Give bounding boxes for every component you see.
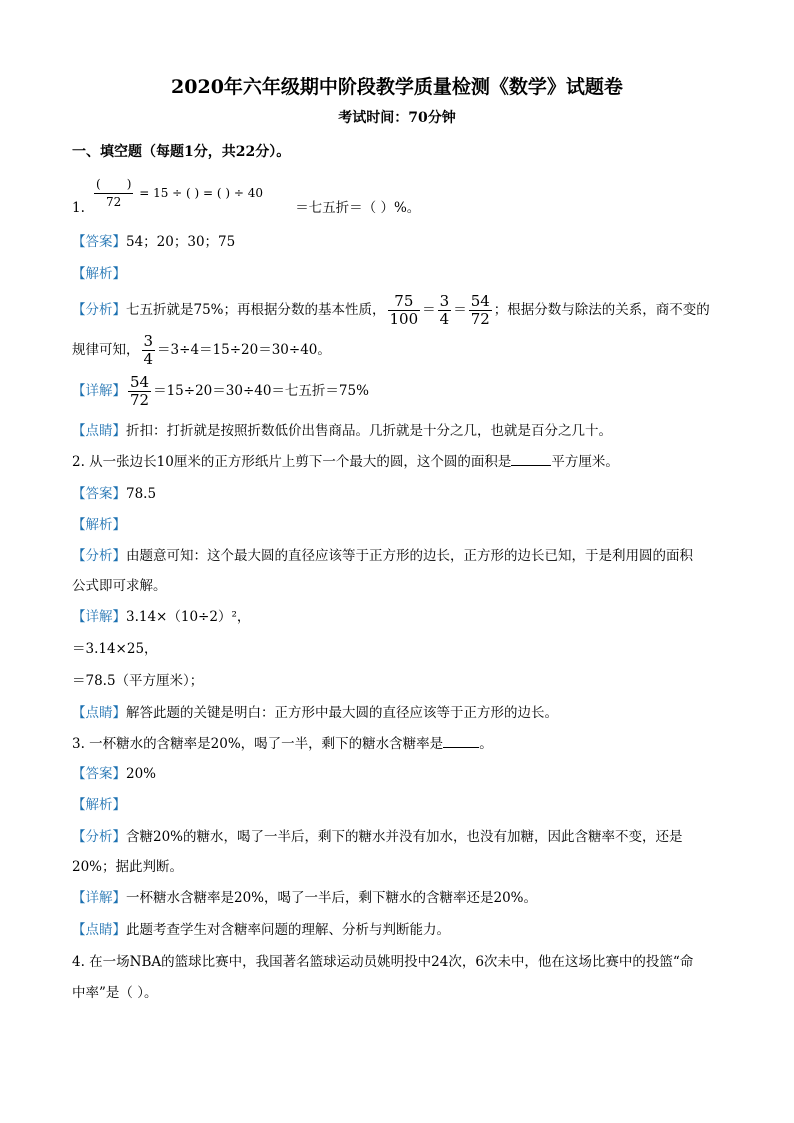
q2-comment: 【点睛】解答此题的关键是明白：正方形中最大圆的直径应该等于正方形的边长。 <box>72 705 558 721</box>
q3-fenxi-line1: 【分析】含糖20%的糖水，喝了一半后，剩下的糖水并没有加水，也没有加糖，因此含糖率不变，还是 <box>72 829 683 845</box>
q2-answer-blank <box>511 465 551 466</box>
q1-equation-part: = 15 ÷ ( ) = ( ) ÷ 40 <box>139 186 264 200</box>
q4-question-line1: 4. 在一场NBA的篮球比赛中，我国著名篮球运动员姚明投中24次，6次未中，他在这场比赛中的投篮“命 <box>72 954 694 970</box>
q2-analysis-label: 【解析】 <box>72 517 126 533</box>
q4-question-line2: 中率”是（ ）。 <box>72 985 158 1001</box>
exam-time: 考试时间：70分钟 <box>338 110 456 126</box>
q1-detail: 【详解】 $\frac{54}{72}$ ＝15÷20＝30÷40＝七五折＝75% <box>72 373 369 409</box>
q3-fenxi-line2: 20%；据此判断。 <box>72 859 184 875</box>
q1-number: 1. <box>72 200 85 216</box>
q1-answer: 【答案】54；20；30；75 <box>72 234 236 250</box>
section-heading: 一、填空题（每题1分，共22分）。 <box>72 144 291 160</box>
q1-blank-fraction: $\frac{( )}{72}$ <box>96 177 132 209</box>
q3-answer-blank <box>443 747 479 748</box>
q1-fenxi-line1: 【分析】七五折就是75%；再根据分数的基本性质， $\frac{75}{100}$ ＝ $\frac{3}{4}$ ＝ $\frac{54}{72}$ ；根据分数与除法的关系，商不变的 <box>72 292 710 328</box>
q3-detail: 【详解】一杯糖水含糖率是20%，喝了一半后，剩下糖水的含糖率还是20%。 <box>72 890 538 906</box>
q3-question: 3. 一杯糖水的含糖率是20%，喝了一半，剩下的糖水含糖率是 。 <box>72 736 493 752</box>
q3-answer: 【答案】20% <box>72 766 157 782</box>
page-title: 2020年六年级期中阶段教学质量检测《数学》试题卷 <box>171 76 623 98</box>
q2-fenxi-line1: 【分析】由题意可知：这个最大圆的直径应该等于正方形的边长，正方形的边长已知，于是利用圆的面积 <box>72 548 693 564</box>
q3-comment: 【点睛】此题考查学生对含糖率问题的理解、分析与判断能力。 <box>72 922 450 938</box>
q2-fenxi-line2: 公式即可求解。 <box>72 578 167 594</box>
q1-analysis-label: 【解析】 <box>72 266 126 282</box>
q1-fenxi-line2: 规律可知， $\frac{3}{4}$ ＝3÷4＝15÷20＝30÷40。 <box>72 332 331 368</box>
q1-line <box>72 198 420 218</box>
q2-detail-line1: 【详解】3.14×（10÷2）²， <box>72 609 251 625</box>
q1-rest: ＝七五折＝（ ）%。 <box>295 200 421 216</box>
q2-question: 2. 从一张边长10厘米的正方形纸片上剪下一个最大的圆，这个圆的面积是 平方厘米。 <box>72 454 619 470</box>
q3-analysis-label: 【解析】 <box>72 797 126 813</box>
q2-detail-line2: ＝3.14×25， <box>72 641 158 657</box>
q2-detail-line3: ＝78.5（平方厘米）； <box>72 673 204 689</box>
q2-answer: 【答案】78.5 <box>72 486 157 502</box>
q1-comment: 【点睛】折扣：打折就是按照折数低价出售商品。几折就是十分之几，也就是百分之几十。 <box>72 423 612 439</box>
